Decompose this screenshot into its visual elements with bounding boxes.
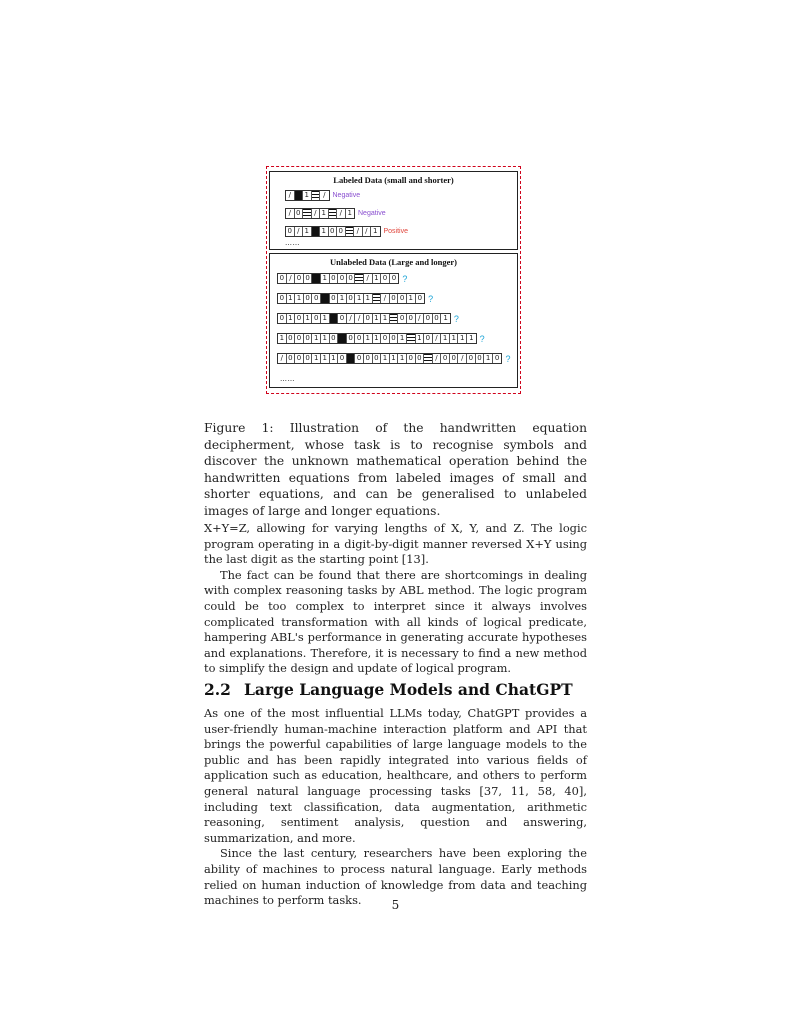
handwritten-symbol	[390, 314, 399, 323]
handwritten-symbol	[312, 191, 321, 200]
handwritten-symbol: 0	[381, 274, 390, 283]
handwritten-symbol: 0	[441, 354, 450, 363]
handwritten-symbol: 0	[278, 294, 287, 303]
handwritten-symbol: 0	[304, 334, 313, 343]
handwritten-symbol: 1	[303, 227, 312, 236]
handwritten-symbol: /	[458, 354, 467, 363]
handwritten-symbol: 0	[304, 294, 313, 303]
handwritten-symbol	[373, 294, 382, 303]
handwritten-symbol: 1	[407, 294, 416, 303]
handwritten-symbol: 0	[312, 294, 321, 303]
section-number: 2.2	[204, 680, 231, 699]
labeled-more-dots: ……	[285, 239, 300, 247]
handwritten-symbol: 0	[381, 334, 390, 343]
handwritten-symbol: 1	[287, 294, 296, 303]
handwritten-symbol: 0	[450, 354, 459, 363]
handwritten-symbol: 1	[364, 294, 373, 303]
handwritten-symbol: 0	[312, 314, 321, 323]
handwritten-symbol: 0	[364, 354, 373, 363]
handwritten-symbol: 1	[338, 294, 347, 303]
handwritten-symbol: /	[433, 334, 442, 343]
handwritten-symbol: /	[354, 227, 363, 236]
handwritten-symbol: 0	[295, 354, 304, 363]
handwritten-symbol: 0	[391, 274, 397, 282]
handwritten-symbol: 1	[312, 354, 321, 363]
labeled-equation-row	[285, 208, 386, 219]
handwritten-symbol	[329, 209, 338, 218]
unlabeled-equation-row	[277, 313, 459, 324]
handwritten-symbol: 0	[347, 274, 356, 283]
handwritten-symbol: /	[323, 191, 326, 199]
handwritten-symbol: 0	[398, 294, 407, 303]
handwritten-symbol: 0	[390, 294, 399, 303]
handwritten-symbol: 1	[312, 334, 321, 343]
positive-label: Positive	[383, 228, 409, 235]
handwritten-symbol: 1	[278, 334, 287, 343]
handwritten-symbol: 0	[364, 314, 373, 323]
handwritten-symbol: 1	[398, 354, 407, 363]
negative-label: Negative	[332, 192, 361, 199]
handwritten-symbol: /	[337, 209, 346, 218]
handwritten-symbol: 0	[407, 314, 416, 323]
handwritten-symbol: 0	[467, 354, 476, 363]
unlabeled-data-panel	[269, 253, 518, 388]
handwritten-symbol: 1	[398, 334, 407, 343]
handwritten-symbol: 0	[347, 334, 356, 343]
handwritten-symbol: 1	[381, 354, 390, 363]
handwritten-symbol: 1	[450, 334, 459, 343]
handwritten-symbol: 1	[320, 209, 329, 218]
handwritten-symbol	[321, 294, 330, 303]
handwritten-symbol: 1	[355, 294, 364, 303]
paragraph-history: Since the last century, researchers have been exploring the ability of machines to process natural language. Early methods relied on human induction of knowledge from data and teaching machines to perform tasks.	[204, 846, 587, 908]
handwritten-symbol: 1	[321, 314, 330, 323]
handwritten-symbol: /	[287, 274, 296, 283]
handwritten-symbol: 1	[390, 354, 399, 363]
labeled-data-panel	[269, 171, 518, 250]
paragraph-shortcomings: The fact can be found that there are shortcomings in dealing with complex reasoning tasks by ABL method. The logic program could be too complex to interpret since it always involves complicated transformation with all kinds of logical predicate, hampering ABL's performance in generating accurate hypotheses and explanations. Therefore, it is necessary to find a new method to simplify the design and update of logical program.	[204, 567, 587, 676]
equation-image	[277, 293, 425, 304]
handwritten-symbol: 0	[407, 354, 416, 363]
handwritten-symbol: 1	[373, 274, 382, 283]
handwritten-symbol: 1	[330, 354, 339, 363]
equation-image	[285, 226, 381, 237]
handwritten-symbol: 0	[424, 314, 433, 323]
handwritten-symbol: /	[364, 274, 373, 283]
handwritten-symbol: 1	[287, 314, 296, 323]
handwritten-symbol: 1	[373, 227, 378, 235]
body-text-block-2	[204, 706, 587, 909]
handwritten-symbol: 1	[381, 314, 390, 323]
handwritten-symbol: 0	[295, 274, 304, 283]
handwritten-symbol	[424, 354, 433, 363]
unknown-label: ?	[505, 353, 511, 364]
section-title: Large Language Models and ChatGPT	[244, 680, 573, 699]
handwritten-symbol: 0	[330, 294, 339, 303]
equation-image	[277, 353, 502, 364]
handwritten-symbol: 0	[278, 314, 287, 323]
handwritten-symbol: 0	[355, 354, 364, 363]
handwritten-symbol: 1	[295, 294, 304, 303]
labeled-equation-row	[285, 190, 360, 201]
unknown-label: ?	[453, 313, 459, 324]
handwritten-symbol	[312, 227, 321, 236]
handwritten-symbol: 0	[433, 314, 442, 323]
handwritten-symbol: 0	[329, 227, 338, 236]
handwritten-symbol: 1	[304, 314, 313, 323]
handwritten-symbol: 0	[295, 209, 304, 218]
handwritten-symbol: 1	[469, 334, 474, 342]
handwritten-symbol: /	[286, 191, 295, 200]
handwritten-symbol: 1	[416, 334, 425, 343]
negative-label: Negative	[358, 210, 386, 217]
unlabeled-equation-row	[277, 293, 433, 304]
handwritten-symbol: 1	[320, 227, 329, 236]
labeled-data-title: Labeled Data (small and shorter)	[333, 175, 454, 185]
handwritten-symbol: 0	[330, 334, 339, 343]
unlabeled-data-title: Unlabeled Data (Large and longer)	[329, 257, 458, 267]
unlabeled-equation-row	[277, 353, 510, 364]
handwritten-symbol: /	[355, 314, 364, 323]
handwritten-symbol	[346, 227, 355, 236]
handwritten-symbol: 1	[347, 209, 352, 217]
handwritten-symbol: 0	[338, 274, 347, 283]
handwritten-symbol: 1	[458, 334, 467, 343]
handwritten-symbol: 1	[321, 354, 330, 363]
body-text-block-1	[204, 521, 587, 677]
handwritten-symbol: 0	[338, 314, 347, 323]
handwritten-symbol: 0	[304, 354, 313, 363]
unknown-label: ?	[402, 273, 408, 284]
figure-1	[266, 166, 521, 394]
handwritten-symbol: 1	[443, 314, 448, 322]
handwritten-symbol: 0	[373, 354, 382, 363]
handwritten-symbol: /	[381, 294, 390, 303]
paragraph-logic-program: X+Y=Z, allowing for varying lengths of X, Y, and Z. The logic program operating in a digit-by-digit manner reversed X+Y using the last digit as the starting point [13].	[204, 521, 587, 567]
unknown-label: ?	[428, 293, 434, 304]
handwritten-symbol: 0	[330, 274, 339, 283]
handwritten-symbol: 1	[364, 334, 373, 343]
page-number: 5	[391, 898, 400, 912]
handwritten-symbol: /	[286, 209, 295, 218]
handwritten-symbol: 0	[286, 227, 295, 236]
handwritten-symbol: 0	[304, 274, 313, 283]
handwritten-symbol: 0	[337, 227, 346, 236]
handwritten-symbol: 1	[484, 354, 493, 363]
handwritten-symbol: 0	[287, 334, 296, 343]
handwritten-symbol: 0	[424, 334, 433, 343]
handwritten-symbol	[303, 209, 312, 218]
handwritten-symbol: 0	[355, 334, 364, 343]
handwritten-symbol: /	[278, 354, 287, 363]
equation-image	[285, 190, 330, 201]
handwritten-symbol: 0	[398, 314, 407, 323]
handwritten-symbol: 0	[295, 314, 304, 323]
unlabeled-equation-row	[277, 333, 485, 344]
handwritten-symbol: 0	[347, 294, 356, 303]
handwritten-symbol: 1	[373, 334, 382, 343]
handwritten-symbol	[355, 274, 364, 283]
labeled-equation-row	[285, 226, 408, 237]
handwritten-symbol: 1	[303, 191, 312, 200]
handwritten-symbol: /	[347, 314, 356, 323]
handwritten-symbol: 1	[373, 314, 382, 323]
handwritten-symbol: 1	[441, 334, 450, 343]
handwritten-symbol: /	[416, 314, 425, 323]
handwritten-symbol: /	[312, 209, 321, 218]
handwritten-symbol: 1	[321, 274, 330, 283]
handwritten-symbol	[312, 274, 321, 283]
figure-caption: Figure 1: Illustration of the handwritten equation decipherment, whose task is to recognise symbols and discover the unknown mathematical operation behind the handwritten equations from labeled images of small and shorter equations, and can be generalised to unlabeled images of large and longer equations.	[204, 421, 587, 518]
handwritten-symbol: 0	[476, 354, 485, 363]
equation-image	[277, 313, 451, 324]
equation-image	[277, 273, 399, 284]
handwritten-symbol: 0	[416, 354, 425, 363]
paragraph-chatgpt: As one of the most influential LLMs today, ChatGPT provides a user-friendly human-machine interaction platform and API that brings the powerful capabilities of large language models to the public and has been rapidly integrated into various fields of application such as education, healthcare, and others to perform general natural language processing tasks [37, 11, 58, 40], including text classification, data augmentation, arithmetic reasoning, sentiment analysis, question and answering, summarization, and more.	[204, 706, 587, 845]
handwritten-symbol: /	[295, 227, 304, 236]
handwritten-symbol: 0	[390, 334, 399, 343]
handwritten-symbol: /	[363, 227, 372, 236]
handwritten-symbol: 0	[295, 334, 304, 343]
handwritten-symbol	[338, 334, 347, 343]
handwritten-symbol: 1	[321, 334, 330, 343]
handwritten-symbol	[295, 191, 304, 200]
handwritten-symbol	[347, 354, 356, 363]
handwritten-symbol: 0	[338, 354, 347, 363]
equation-image	[285, 208, 355, 219]
handwritten-symbol: 0	[278, 274, 287, 283]
unlabeled-equation-row	[277, 273, 407, 284]
handwritten-symbol: /	[433, 354, 442, 363]
handwritten-symbol: 0	[287, 354, 296, 363]
handwritten-symbol	[330, 314, 339, 323]
unlabeled-more-dots: ……	[280, 375, 295, 383]
handwritten-symbol: 0	[417, 294, 423, 302]
handwritten-symbol	[407, 334, 416, 343]
unknown-label: ?	[479, 333, 485, 344]
handwritten-symbol: 0	[494, 354, 500, 362]
section-heading	[204, 680, 573, 699]
equation-image	[277, 333, 477, 344]
